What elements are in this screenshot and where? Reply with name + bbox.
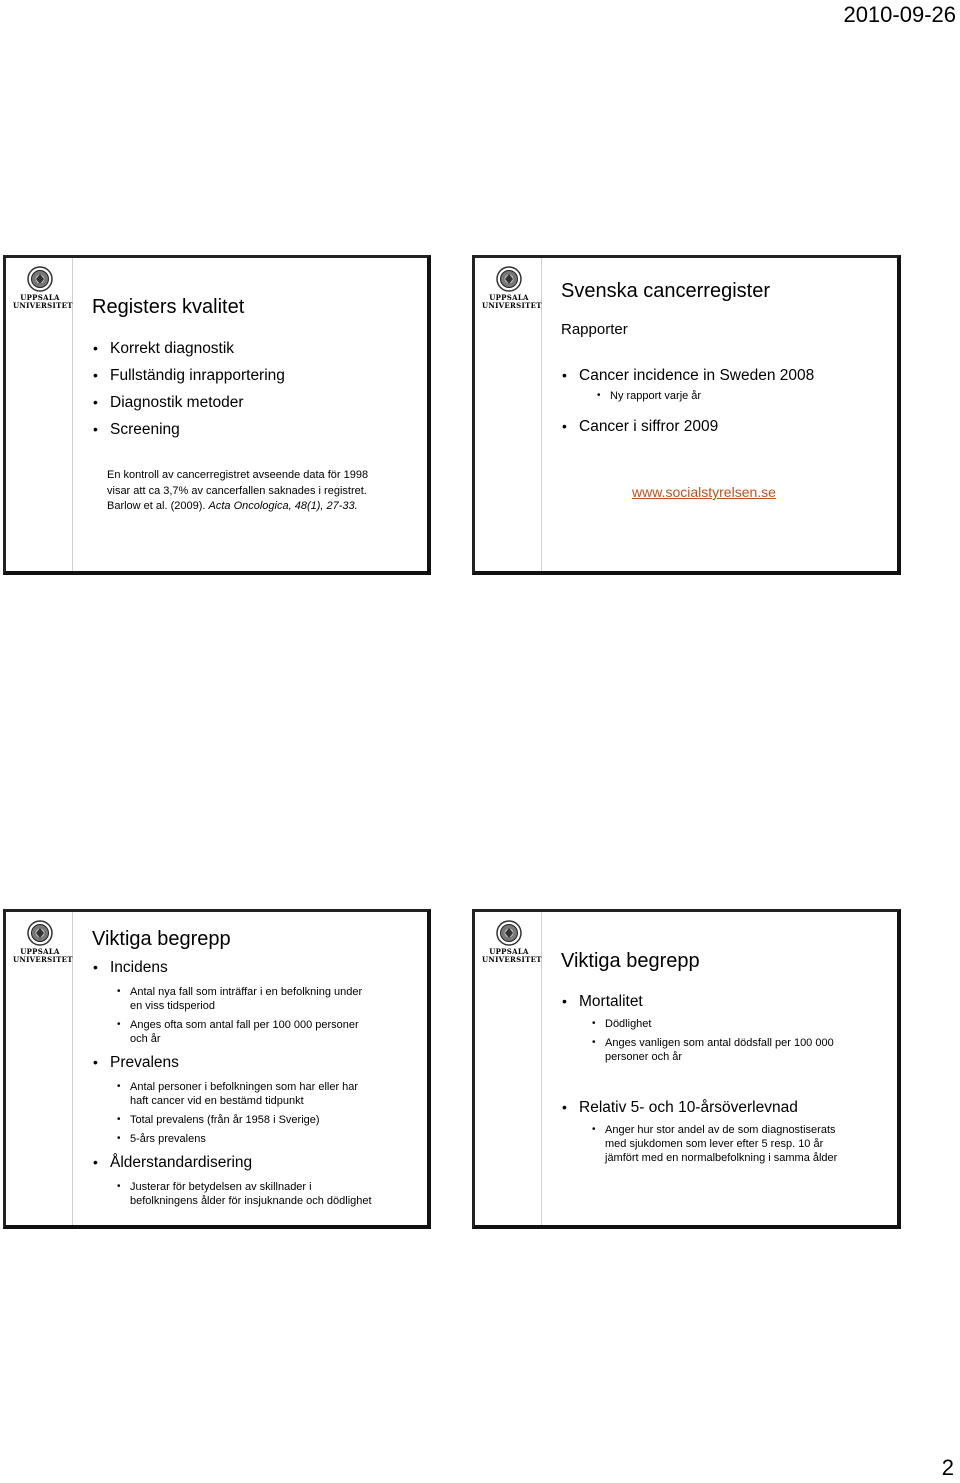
list-item: • Korrekt diagnostik bbox=[92, 335, 285, 362]
sub-list-item: • Total prevalens (från år 1958 i Sverige) bbox=[116, 1113, 419, 1127]
slide-sidebar bbox=[475, 258, 542, 571]
slide-subheading: Rapporter bbox=[561, 321, 628, 338]
slide-title: Viktiga begrepp bbox=[561, 950, 700, 972]
uppsala-logo bbox=[13, 266, 73, 310]
slide-sidebar bbox=[6, 912, 73, 1225]
sub-bullet-list bbox=[92, 1080, 419, 1146]
list-item: • Prevalens bbox=[92, 1049, 419, 1076]
sub-list-item: • Ny rapport varje år bbox=[596, 389, 814, 403]
note-line: visar att ca 3,7% av cancerfallen saknades i registret. bbox=[107, 484, 367, 497]
citation-authors: Barlow et al. (2009). bbox=[107, 500, 209, 512]
seal-icon bbox=[27, 266, 53, 292]
sub-bullet-list bbox=[561, 1017, 889, 1064]
bullet-list bbox=[561, 988, 889, 1015]
citation-note bbox=[107, 468, 427, 515]
sub-list-item: • Anges vanligen som antal dödsfall per 100 000 personer och år bbox=[591, 1036, 889, 1064]
sub-bullet-list bbox=[561, 1123, 889, 1165]
bullet-list bbox=[92, 1149, 419, 1176]
bullet-list bbox=[92, 335, 285, 443]
sub-bullet-list bbox=[561, 389, 814, 403]
list-item: • Cancer i siffror 2009 bbox=[561, 413, 814, 440]
uppsala-logo bbox=[13, 920, 73, 964]
seal-icon bbox=[496, 920, 522, 946]
sub-bullet-list bbox=[92, 1180, 419, 1208]
header-date: 2010-09-26 bbox=[843, 2, 956, 27]
bullet-list bbox=[92, 1049, 419, 1076]
bullet-list bbox=[92, 954, 419, 981]
list-item: • Cancer incidence in Sweden 2008 bbox=[561, 362, 814, 389]
socialstyrelsen-link[interactable]: www.socialstyrelsen.se bbox=[632, 484, 776, 500]
list-item: • Ålderstandardisering bbox=[92, 1149, 419, 1176]
list-item: • Mortalitet bbox=[561, 988, 889, 1015]
bullet-list bbox=[561, 1094, 889, 1121]
slide-sidebar bbox=[6, 258, 73, 571]
slide-viktiga-begrepp-1 bbox=[3, 909, 431, 1229]
slide-title: Svenska cancerregister bbox=[561, 280, 770, 302]
logo-line1: UPPSALA bbox=[20, 293, 60, 302]
page-number: 2 bbox=[941, 1455, 954, 1480]
seal-icon bbox=[27, 920, 53, 946]
uppsala-logo bbox=[482, 266, 542, 310]
logo-line2: UNIVERSITET bbox=[13, 955, 73, 964]
list-item: • Incidens bbox=[92, 954, 419, 981]
slide-svenska-cancerregister bbox=[472, 255, 901, 575]
logo-line1: UPPSALA bbox=[20, 947, 60, 956]
list-item: • Screening bbox=[92, 416, 285, 443]
sub-list-item: • Justerar för betydelsen av skillnader i befolkningens ålder för insjuknande och dödlighet bbox=[116, 1180, 419, 1208]
logo-line2: UNIVERSITET bbox=[13, 301, 73, 310]
sub-bullet-list bbox=[92, 985, 419, 1046]
sub-list-item: • Anges ofta som antal fall per 100 000 personer och år bbox=[116, 1018, 419, 1046]
slide-title: Registers kvalitet bbox=[92, 296, 245, 318]
uppsala-logo bbox=[482, 920, 542, 964]
note-line-citation bbox=[107, 499, 427, 515]
list-item: • Relativ 5- och 10-årsöverlevnad bbox=[561, 1094, 889, 1121]
list-item: • Diagnostik metoder bbox=[92, 389, 285, 416]
citation-journal: Acta Oncologica, 48(1), 27-33. bbox=[208, 500, 358, 512]
slide-registers-kvalitet bbox=[3, 255, 431, 575]
note-line: En kontroll av cancerregistret avseende data för 1998 bbox=[107, 469, 369, 481]
slide-sidebar bbox=[475, 912, 542, 1225]
logo-line1: UPPSALA bbox=[489, 293, 529, 302]
sub-list-item: • Anger hur stor andel av de som diagnostiserats med sjukdomen som lever efter 5 resp. 10 år jämfört med en normalbefolkning i samma ålder bbox=[591, 1123, 889, 1165]
list-item: • Fullständig inrapportering bbox=[92, 362, 285, 389]
logo-line2: UNIVERSITET bbox=[482, 301, 542, 310]
slide-title: Viktiga begrepp bbox=[92, 928, 231, 950]
sub-list-item: • Dödlighet bbox=[591, 1017, 889, 1031]
bullet-list bbox=[561, 413, 814, 440]
logo-line2: UNIVERSITET bbox=[482, 955, 542, 964]
slide-viktiga-begrepp-2 bbox=[472, 909, 901, 1229]
logo-line1: UPPSALA bbox=[489, 947, 529, 956]
sub-list-item: • Antal nya fall som inträffar i en befolkning under en viss tidsperiod bbox=[116, 985, 419, 1013]
bullet-list bbox=[561, 362, 814, 389]
seal-icon bbox=[496, 266, 522, 292]
sub-list-item: • 5-års prevalens bbox=[116, 1132, 419, 1146]
sub-list-item: • Antal personer i befolkningen som har eller har haft cancer vid en bestämd tidpunkt bbox=[116, 1080, 419, 1108]
